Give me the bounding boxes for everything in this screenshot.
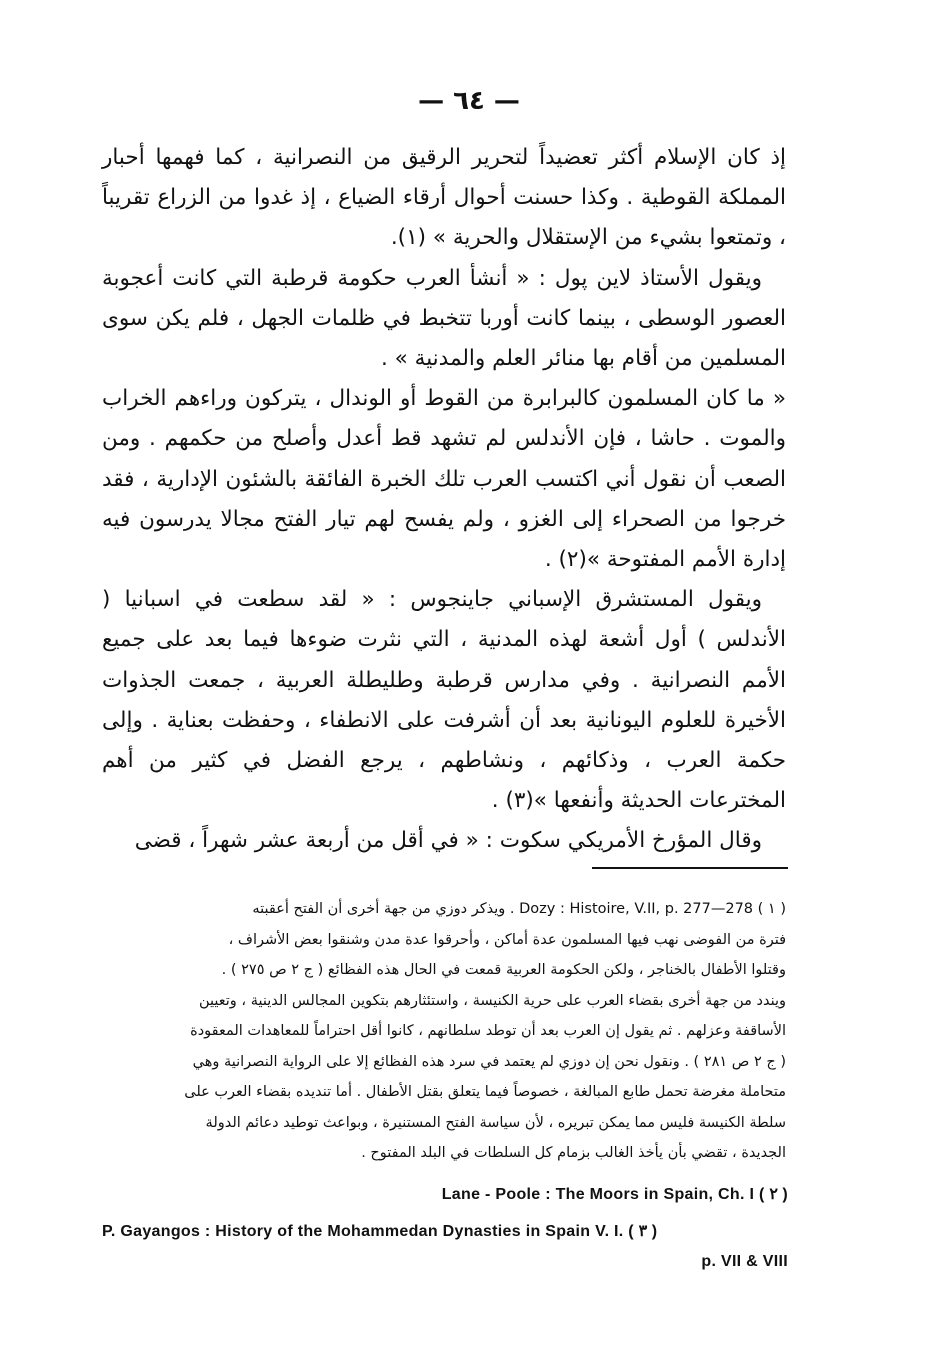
footnote-1-line: سلطة الكنيسة فليس مما يمكن تبريره ، لأن سياسة الفتح المستنيرة ، وبواعث توطيد دعائم الدولة xyxy=(205,1114,786,1131)
paragraph-1: إذ كان الإسلام أكثر تعضيداً لتحرير الرقيق من النصرانية ، كما فهمها أحبار المملكة القوطية . وكذا حسنت أحوال أرقاء الضياع ، إذ غدوا من الزراع تقريباً ، وتمتعوا بشيء من الإستقلال والحرية » (١). xyxy=(102,145,786,251)
footnote-divider xyxy=(592,867,788,869)
page-number: — ٦٤ — xyxy=(418,86,520,116)
paragraph-4: ويقول المستشرق الإسباني جاينجوس : « لقد سطعت في اسبانيا ( الأندلس ) أول أشعة لهذه المدنية ، التي نثرت ضوءها فيما بعد على جميع الأمم النصرانية . وفي مدارس قرطبة وطليطلة العربية ، جمعت الجذوات الأخيرة للعلوم اليونانية بعد أن أشرفت على الانطفاء ، وحفظت بعناية . وإلى حكمة العرب ، وذكائهم ، ونشاطهم ، يرجع الفضل في كثير من أهم المخترعات الحديثة وأنفعها »(٣) . xyxy=(102,587,786,814)
footnote-1-line: الجديدة ، تقضي بأن يأخذ الغالب بزمام كل السلطات في البلد المفتوح . xyxy=(361,1145,786,1161)
footnote-1-line: ( ج ٢ ص ٢٨١ ) . ونقول نحن إن دوزي لم يعتمد في سرد هذه الفظائع إلا على الرواية النصرانية وهي xyxy=(192,1053,786,1070)
footnote-1-line: الأساقفة وعزلهم . ثم يقول إن العرب بعد أن توطد سلطانهم ، كانوا أقل احتراماً للمعاهدات المعقودة xyxy=(190,1023,786,1039)
footnote-1-line: ( ١ ) Dozy : Histoire, V.II, p. 277—278 . ويذكر دوزي من جهة أخرى أن الفتح أعقبته xyxy=(252,901,786,917)
footnote-3: P. Gayangos : History of the Mohammedan Dynasties in Spain V. I. ( ٣ ) xyxy=(102,1223,658,1240)
footnote-1-line: فترة من الفوضى نهب فيها المسلمون عدة أماكن ، وأحرقوا عدة مدن وشنقوا بعض الأشراف ، xyxy=(228,931,786,948)
footnote-2: Lane - Poole : The Moors in Spain, Ch. I ( ٢ ) xyxy=(441,1186,788,1203)
paragraph-5: وقال المؤرخ الأمريكي سكوت : « في أقل من أربعة عشر شهراً ، قضى xyxy=(134,828,762,854)
paragraph-2: ويقول الأستاذ لاين پول : « أنشأ العرب حكومة قرطبة التي كانت أعجوبة العصور الوسطى ، بينما كانت أوربا تتخبط في ظلمات الجهل ، فلم يكن سوى المسلمين من أقام بها منائر العلم والمدنية » . xyxy=(102,265,786,372)
paragraph-3: « ما كان المسلمون كالبرابرة من القوط أو الوندال ، يتركون وراءهم الخراب والموت . حاشا ، فإن الأندلس لم تشهد قط أعدل وأصلح من حكمهم . ومن الصعب أن نقول أني اكتسب العرب تلك الخبرة الفائقة بالشئون الإدارية ، فقد خرجوا من الصحراء إلى الغزو ، ولم يفسح لهم تيار الفتح مجالا يدرسون فيه إدارة الأمم المفتوحة »(٢) . xyxy=(102,386,786,573)
footnote-3-continuation: p. VII & VIII xyxy=(701,1253,788,1270)
footnote-1 xyxy=(102,894,786,1169)
footnote-1-line: ويندد من جهة أخرى بقضاء العرب على حرية الكنيسة ، واستئثارهم بتكوين المجالس الدينية ، وتعيين xyxy=(198,992,786,1009)
footnote-1-line: وقتلوا الأطفال بالخناجر ، ولكن الحكومة العربية قمعت في الحال هذه الفظائع ( ج ٢ ص ٢٧٥ ) . xyxy=(221,962,786,978)
main-text xyxy=(102,138,786,862)
footnote-1-line: متحاملة مغرضة تحمل طابع المبالغة ، خصوصاً فيما يتعلق بقتل الأطفال . أما تنديده بقضاء العرب على xyxy=(184,1084,786,1100)
